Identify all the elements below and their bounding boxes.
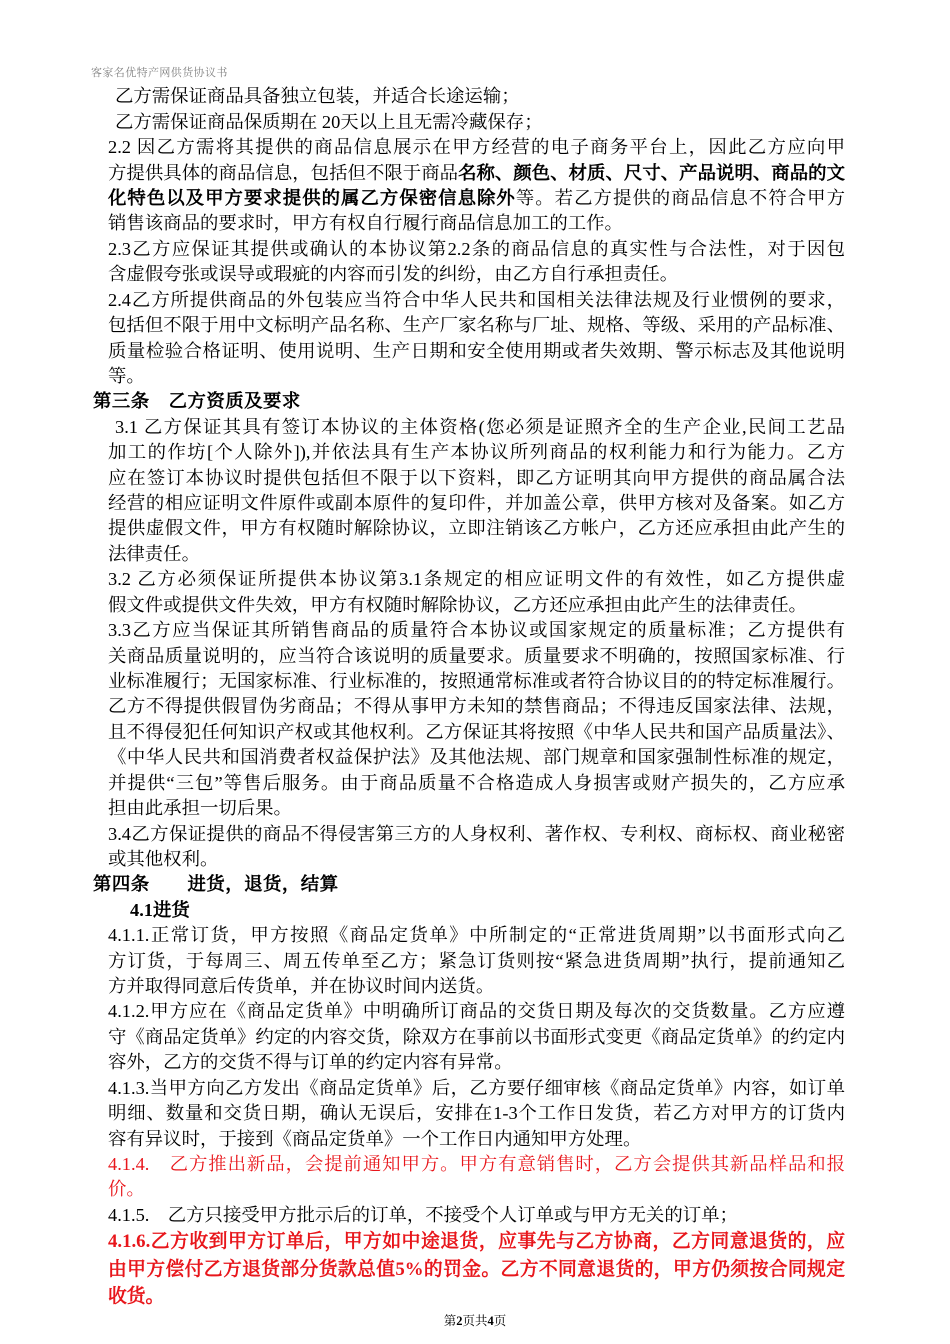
- text-line: [108, 516, 845, 541]
- text-line: [108, 796, 845, 821]
- text-run: 4.1.6.乙方收到甲方订单后，甲方如中途退货，应事先与乙方协商，乙方同意退货的，应: [108, 1231, 845, 1253]
- text-line: [108, 1076, 845, 1101]
- text-run: 2.3乙方应保证其提供或确认的本协议第2.2条的商品信息的真实性与合法性，对于因包: [108, 238, 845, 259]
- text-run: 4.1.2.甲方应在《商品定货单》中明确所订商品的交货日期及每次的交货数量。乙方应遵: [108, 1001, 845, 1022]
- text-line: [108, 84, 845, 109]
- text-run: 关商品质量说明的，应当符合该说明的质量要求。质量要求不明确的，按照国家标准、行: [108, 645, 845, 666]
- text-run: 乙方需保证商品具备独立包装，并适合长途运输；: [115, 86, 520, 107]
- footer-suffix: 页: [493, 1314, 507, 1328]
- text-run: 4.1.5. 乙方只接受甲方批示后的订单，不接受个人订单或与甲方无关的订单；: [108, 1204, 738, 1225]
- text-line: [108, 1228, 845, 1256]
- text-run: 法律责任。: [108, 543, 200, 564]
- text-run: 担由此承担一切后果。: [108, 798, 292, 819]
- text-run: 业标准履行；无国家标准、行业标准的，按照通常标准或者符合协议目的的特定标准履行。: [108, 671, 845, 691]
- text-line: [108, 694, 845, 719]
- text-line: [108, 847, 845, 872]
- requirement-item: [108, 84, 845, 109]
- footer-prefix: 第: [443, 1314, 457, 1328]
- text-run: 并提供“三包”等售后服务。由于商品质量不合格造成人身损害或财产损失的，乙方应承: [108, 772, 845, 793]
- highlighted-clause: [108, 1152, 845, 1203]
- text-run: 等。若乙方提供的商品信息不符合甲方: [515, 187, 845, 208]
- text-run: 第四条 进货，退货，结算: [93, 874, 339, 895]
- text-run: 方提供具体的商品信息，包括但不限于商品: [108, 162, 459, 183]
- page-number-footer: [0, 1313, 950, 1329]
- text-line: [108, 262, 845, 287]
- text-run: 应在签订本协议时提供包括但不限于以下资料，即乙方证明其向甲方提供的商品属合法: [108, 467, 845, 488]
- text-line: [108, 237, 845, 262]
- text-line: [108, 339, 845, 364]
- text-line: [108, 466, 845, 491]
- text-run: 方订货，于每周三、周五传单至乙方；紧急订货则按“紧急进货周期”执行，提前通知乙: [108, 950, 845, 971]
- text-run: 加工的作坊[个人除外]),并依法具有生产本协议所列商品的权利能力和行为能力。乙方: [108, 442, 845, 463]
- text-line: [108, 110, 845, 135]
- bold-text-run: 名称、颜色、材质、尺寸、产品说明、商品的文: [458, 162, 845, 183]
- text-line: [108, 1283, 845, 1311]
- text-line: [108, 211, 845, 236]
- text-run: 明细、数量和交货日期，确认无误后，安排在1-3个工作日发货，若乙方对甲方的订货内: [108, 1103, 845, 1124]
- clause-paragraph: [108, 1076, 845, 1152]
- text-run: 3.3乙方应当保证其所销售商品的质量符合本协议或国家规定的质量标准；乙方提供有: [108, 620, 845, 641]
- text-run: 销售该商品的要求时，甲方有权自行履行商品信息加工的工作。: [108, 213, 623, 234]
- text-line: [108, 567, 845, 592]
- text-line: [108, 771, 845, 796]
- text-run: 且不得侵犯任何知识产权或其他权利。乙方保证其将按照《中华人民共和国产品质量法》、: [108, 721, 845, 742]
- clause-paragraph: [108, 135, 845, 237]
- clause-paragraph: [108, 822, 845, 873]
- requirement-item: [108, 110, 845, 135]
- text-line: [108, 415, 845, 440]
- text-line: [108, 1203, 845, 1228]
- section-heading: [108, 898, 845, 923]
- text-line: [108, 669, 845, 694]
- current-page-number: 2: [456, 1314, 463, 1328]
- text-run: 经营的相应证明文件原件或副本原件的复印件，并加盖公章，供甲方核对及备案。如乙方: [108, 493, 845, 514]
- text-line: [108, 364, 845, 389]
- text-line: [93, 872, 845, 897]
- text-line: [108, 491, 845, 516]
- text-run: 2.4乙方所提供商品的外包装应当符合中华人民共和国相关法律法规及行业惯例的要求，: [108, 289, 845, 310]
- text-run: 3.4乙方保证提供的商品不得侵害第三方的人身权利、著作权、专利权、商标权、商业秘密: [108, 823, 845, 844]
- clause-paragraph: [108, 415, 845, 568]
- text-line: [108, 923, 845, 948]
- text-line: [108, 949, 845, 974]
- text-run: 价。: [108, 1179, 145, 1200]
- text-line: [108, 1025, 845, 1050]
- text-run: 3.2 乙方必须保证所提供本协议第3.1条规定的相应证明文件的有效性，如乙方提供虚: [108, 569, 845, 590]
- clause-paragraph: [108, 618, 845, 821]
- text-line: [108, 1256, 845, 1284]
- text-line: [108, 288, 845, 313]
- text-run: 守《商品定货单》约定的内容交货，除双方在事前以书面形式变更《商品定货单》的约定内: [108, 1026, 845, 1047]
- emphasized-clause: [108, 1228, 845, 1311]
- total-pages-number: 4: [487, 1314, 494, 1328]
- text-run: 《中华人民共和国消费者权益保护法》及其他法规、部门规章和国家强制性标准的规定，: [108, 747, 845, 768]
- text-run: 收货。: [108, 1286, 165, 1308]
- text-run: 容有异议时，于接到《商品定货单》一个工作日内通知甲方处理。: [108, 1128, 642, 1149]
- text-line: [108, 974, 845, 999]
- clause-paragraph: [108, 237, 845, 288]
- text-line: [93, 389, 845, 414]
- text-line: [108, 1101, 845, 1126]
- text-line: [108, 542, 845, 567]
- text-line: [108, 1050, 845, 1075]
- text-run: 含虚假夸张或误导或瑕疵的内容而引发的纠纷，由乙方自行承担责任。: [108, 264, 679, 285]
- text-line: [108, 720, 845, 745]
- text-run: 包括但不限于用中文标明产品名称、生产厂家名称与厂址、规格、等级、采用的产品标准、: [108, 315, 845, 336]
- text-run: 第三条 乙方资质及要求: [93, 391, 301, 412]
- document-body: [93, 84, 845, 1310]
- text-run: 3.1 乙方保证其具有签订本协议的主体资格(您必须是证照齐全的生产企业,民间工艺品: [115, 416, 845, 437]
- article-heading: [93, 389, 845, 414]
- text-line: [108, 999, 845, 1024]
- text-line: [108, 1152, 845, 1177]
- text-run: 提供虚假文件，甲方有权随时解除协议，立即注销该乙方帐户，乙方还应承担由此产生的: [108, 518, 845, 539]
- text-run: 容外，乙方的交货不得与订单的约定内容有异常。: [108, 1052, 513, 1073]
- text-run: 4.1.1.正常订货，甲方按照《商品定货单》中所制定的“正常进货周期”以书面形式向乙: [108, 925, 845, 946]
- bold-text-run: 化特色以及甲方要求提供的属乙方保密信息除外: [108, 187, 516, 208]
- text-run: 由甲方偿付乙方退货部分货款总值5%的罚金。乙方不同意退货的，甲方仍须按合同规定: [108, 1258, 845, 1280]
- text-line: [108, 898, 845, 923]
- text-line: [108, 644, 845, 669]
- clause-paragraph: [108, 999, 845, 1075]
- footer-middle: 页共: [462, 1314, 488, 1328]
- article-heading: [93, 872, 845, 897]
- text-line: [108, 135, 845, 160]
- text-line: [108, 161, 845, 186]
- clause-paragraph: [108, 1203, 845, 1228]
- text-run: 质量检验合格证明、使用说明、生产日期和安全使用期或者失效期、警示标志及其他说明: [108, 340, 845, 361]
- text-line: [108, 186, 845, 211]
- text-run: 方并取得同意后传货单，并在协议时间内送货。: [108, 976, 495, 997]
- text-line: [108, 745, 845, 770]
- text-line: [108, 1127, 845, 1152]
- text-run: 乙方不得提供假冒伪劣商品；不得从事甲方未知的禁售商品；不得违反国家法律、法规，: [108, 696, 845, 717]
- text-run: 假文件或提供文件失效，甲方有权随时解除协议，乙方还应承担由此产生的法律责任。: [108, 594, 807, 615]
- clause-paragraph: [108, 288, 845, 390]
- text-run: 2.2 因乙方需将其提供的商品信息展示在甲方经营的电子商务平台上，因此乙方应向甲: [108, 137, 845, 158]
- clause-paragraph: [108, 567, 845, 618]
- text-line: [108, 1177, 845, 1202]
- text-run: 4.1.4. 乙方推出新品，会提前通知甲方。甲方有意销售时，乙方会提供其新品样品和报: [108, 1154, 845, 1175]
- text-run: 4.1进货: [130, 899, 190, 920]
- text-line: [108, 822, 845, 847]
- text-run: 等。: [108, 365, 145, 386]
- running-header: 客家名优特产网供货协议书: [91, 67, 228, 79]
- text-run: 乙方需保证商品保质期在 20天以上且无需冷藏保存；: [115, 111, 543, 132]
- text-line: [108, 313, 845, 338]
- text-run: 或其他权利。: [108, 848, 219, 869]
- text-line: [108, 593, 845, 618]
- text-line: [108, 440, 845, 465]
- text-line: [108, 618, 845, 643]
- text-run: 4.1.3.当甲方向乙方发出《商品定货单》后，乙方要仔细审核《商品定货单》内容，如订单: [108, 1077, 845, 1098]
- clause-paragraph: [108, 923, 845, 999]
